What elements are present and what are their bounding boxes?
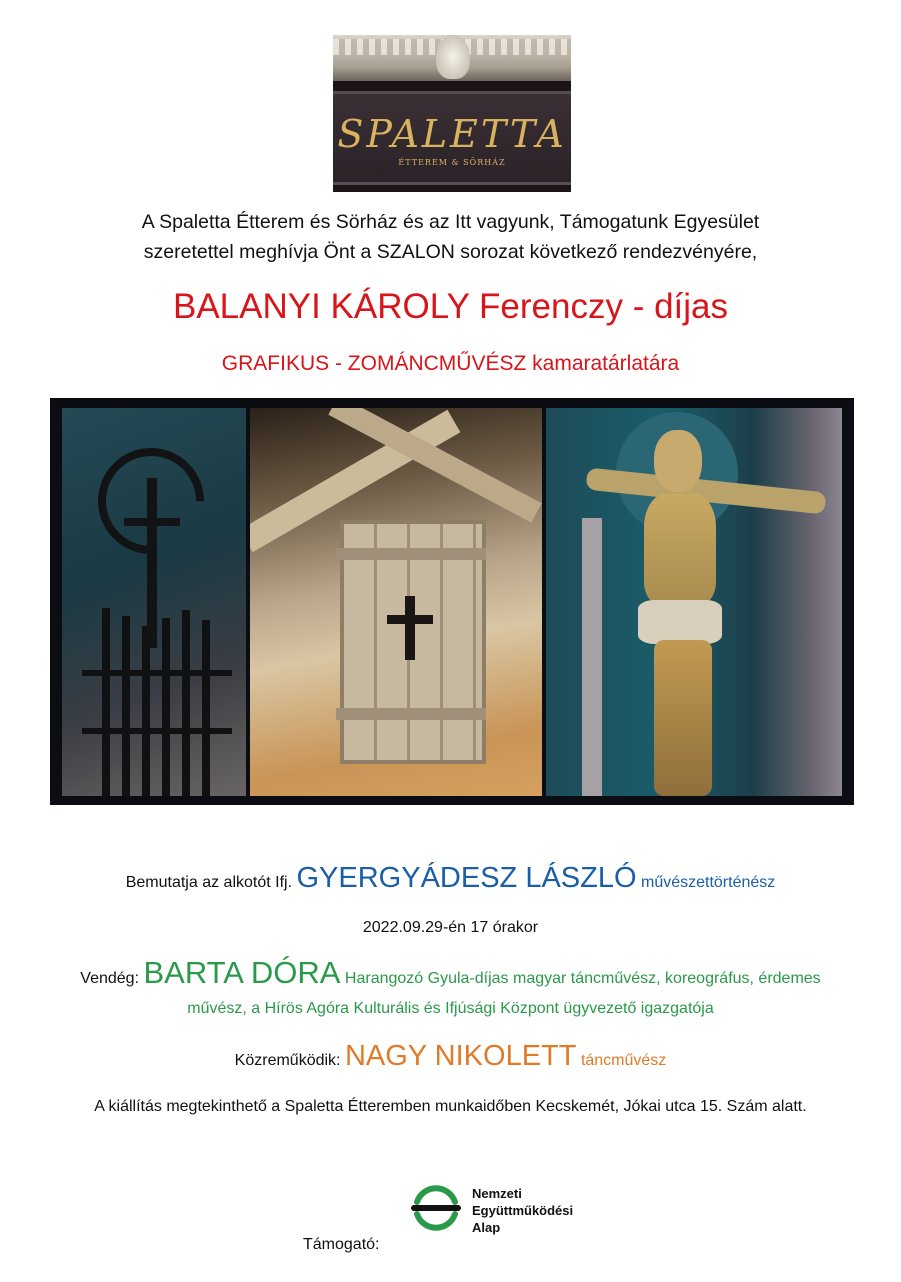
collaborator-role: táncművész xyxy=(580,1052,667,1069)
fence-picket xyxy=(142,626,150,796)
invitation-intro xyxy=(0,207,901,267)
fence-rail xyxy=(82,728,232,734)
logo-subtitle: ÉTTEREM & SÖRHÁZ xyxy=(398,158,506,167)
presenter-line xyxy=(0,862,901,895)
nea-logo-icon xyxy=(409,1180,463,1234)
fence-rail xyxy=(82,670,232,676)
figure-torso xyxy=(644,494,716,604)
collaborator-name: NAGY NIKOLETT xyxy=(344,1040,577,1072)
artist-title: BALANYI KÁROLY Ferenczy - díjas xyxy=(172,287,729,326)
venue-info: A kiállítás megtekinthető a Spaletta Étteremben munkaidőben Kecskemét, Jókai utca 15. Szám alatt. xyxy=(94,1098,807,1115)
logo-cornice xyxy=(333,35,571,81)
door-crossbar xyxy=(336,708,486,720)
guest-name: BARTA DÓRA xyxy=(143,955,341,990)
event-date: 2022.09.29-én 17 órakor xyxy=(362,919,539,936)
spaletta-logo xyxy=(333,35,571,192)
intro-line-1: A Spaletta Étterem és Sörház és az Itt vagyunk, Támogatunk Egyesület xyxy=(141,211,760,233)
presenter-name: GYERGYÁDESZ LÁSZLÓ xyxy=(296,862,637,894)
sponsor-name-line-3: Alap xyxy=(472,1220,501,1235)
logo-bust-ornament xyxy=(436,35,470,79)
figure-loincloth xyxy=(638,600,722,644)
collaborator-label: Közreműködik: xyxy=(234,1052,341,1069)
background-bar xyxy=(582,518,602,796)
sponsor-name-line-1: Nemzeti xyxy=(472,1186,522,1201)
artwork-panel-door xyxy=(250,408,542,796)
guest-label: Vendég: xyxy=(80,970,140,987)
artwork-panel-crucifix xyxy=(546,408,842,796)
door-crossbar xyxy=(336,548,486,560)
sponsor-name xyxy=(472,1185,573,1236)
fence-picket xyxy=(102,608,110,796)
door-cross-horizontal xyxy=(387,615,433,624)
fence-picket xyxy=(162,618,170,796)
fence-picket xyxy=(182,610,190,796)
wayside-cross-post xyxy=(147,478,157,648)
wayside-cross-beam xyxy=(124,518,180,526)
logo-sign xyxy=(333,91,571,185)
guest-description: Harangozó Gyula-díjas magyar táncművész, koreográfus, érdemes művész, a Hírös Agóra Kulturális és Ifjúsági Központ ügyvezető igazgatója xyxy=(187,970,821,1017)
artwork-panel-cross xyxy=(62,408,246,796)
fence-picket xyxy=(122,616,130,796)
figure-legs xyxy=(654,640,712,796)
presenter-role: művészettörténész xyxy=(640,874,776,891)
figure-head xyxy=(654,430,702,492)
sponsor-label: Támogató: xyxy=(303,1236,380,1253)
sponsor-name-line-2: Együttműködési xyxy=(472,1203,574,1218)
logo-name: SPALETTA xyxy=(337,112,567,156)
intro-line-2: szeretettel meghívja Önt a SZALON sorozat következő rendezvényére, xyxy=(143,241,758,263)
artist-subtitle: GRAFIKUS - ZOMÁNCMŰVÉSZ kamaratárlatára xyxy=(221,352,680,375)
door-cross-vertical xyxy=(405,596,415,660)
fence-picket xyxy=(202,620,210,796)
presenter-prefix: Bemutatja az alkotót Ifj. xyxy=(125,874,293,891)
guest-block xyxy=(50,955,851,1024)
artwork-triptych xyxy=(50,398,854,805)
collaborator-line xyxy=(0,1040,901,1073)
